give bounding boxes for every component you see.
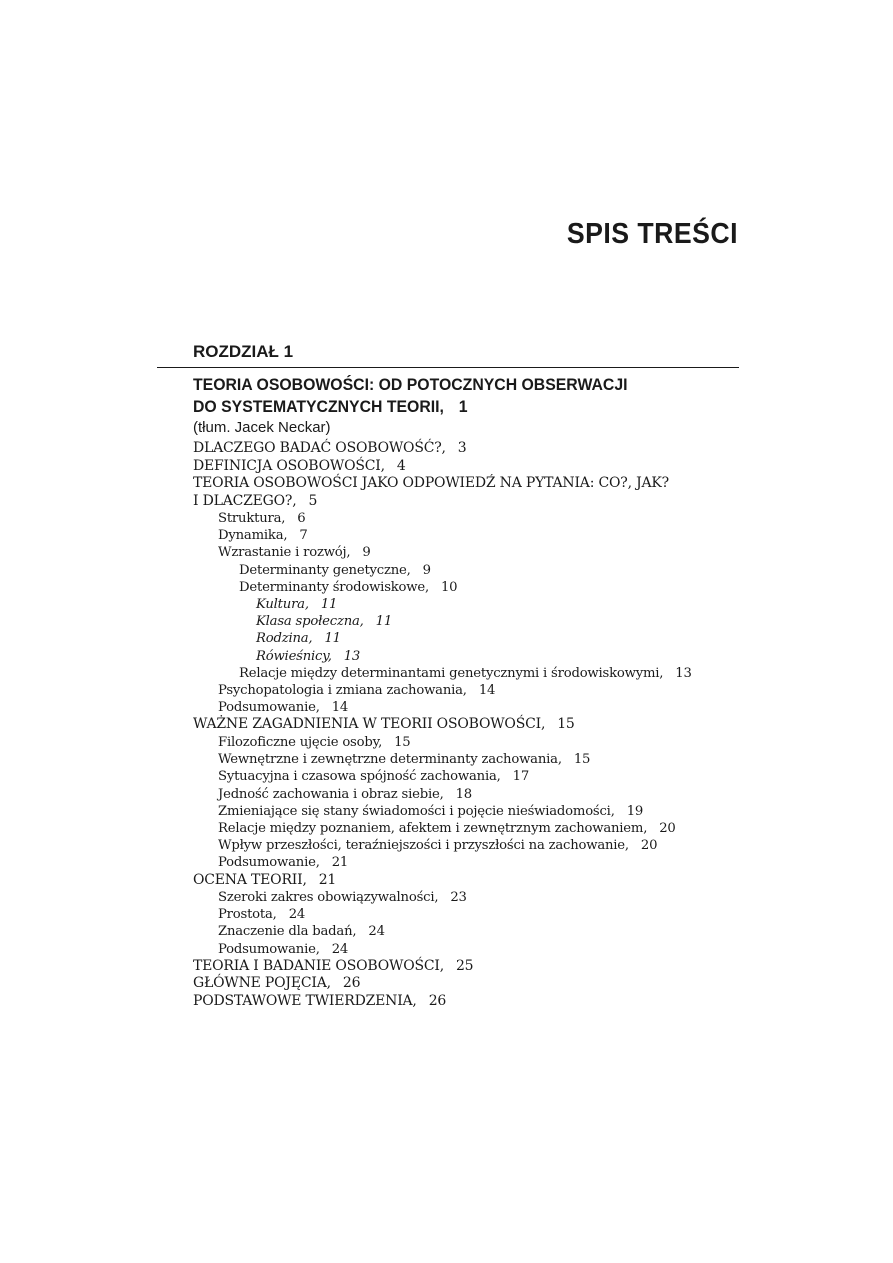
toc-entry-text: Wzrastanie i rozwój, bbox=[218, 545, 351, 561]
toc-entry-page: 19 bbox=[626, 803, 644, 819]
toc-entry-page: 11 bbox=[375, 614, 393, 630]
toc-entry-text: Znaczenie dla badań, bbox=[218, 924, 357, 940]
toc-entry-page: 15 bbox=[557, 716, 575, 733]
toc-entry bbox=[193, 820, 753, 837]
toc-entry-page: 20 bbox=[659, 820, 676, 836]
toc-entry-page: 14 bbox=[478, 683, 496, 699]
toc-entry-text: PODSTAWOWE TWIERDZENIA, bbox=[193, 992, 417, 1009]
toc-entry bbox=[193, 786, 753, 803]
toc-entry-page: 23 bbox=[450, 890, 467, 906]
toc-entry-page: 13 bbox=[343, 648, 361, 664]
toc-entry-page: 21 bbox=[318, 871, 337, 888]
toc-entry-page: 11 bbox=[320, 597, 338, 613]
toc-entry-text: Wpływ przeszłości, teraźniejszości i przyszłości na zachowanie, bbox=[218, 838, 629, 854]
toc-entry-page: 17 bbox=[512, 769, 530, 785]
toc-entry bbox=[193, 854, 753, 871]
toc-entry-page: 3 bbox=[457, 440, 467, 456]
toc-entry-text: DEFINICJA OSOBOWOŚCI, bbox=[193, 457, 385, 474]
chapter-title-line1: TEORIA OSOBOWOŚCI: OD POTOCZNYCH OBSERWACJI bbox=[193, 375, 628, 394]
toc-entry-text: Relacje między poznaniem, afektem i zewnętrznym zachowaniem, bbox=[218, 820, 648, 836]
toc-entry-text: WAŻNE ZAGADNIENIA W TEORII OSOBOWOŚCI, bbox=[193, 716, 546, 733]
toc-entry-page: 24 bbox=[331, 941, 349, 957]
toc-entry-page: 24 bbox=[368, 924, 385, 940]
toc-entry-text: GŁÓWNE POJĘCIA, bbox=[193, 975, 331, 992]
toc-entry-text: Jedność zachowania i obraz siebie, bbox=[218, 786, 444, 802]
toc-entry bbox=[193, 993, 753, 1011]
toc-entry-text: Zmieniające się stany świadomości i pojęcie nieświadomości, bbox=[218, 803, 615, 819]
toc-entry bbox=[193, 493, 753, 511]
toc-entry bbox=[193, 440, 753, 458]
toc-entry bbox=[193, 906, 753, 923]
toc-entry-text: Psychopatologia i zmiana zachowania, bbox=[218, 683, 467, 699]
toc-entry-text: Podsumowanie, bbox=[218, 941, 320, 957]
toc-entry bbox=[193, 768, 753, 785]
toc-entry bbox=[193, 596, 753, 613]
toc-entry bbox=[193, 872, 753, 890]
toc-entry-page: 5 bbox=[308, 492, 318, 509]
toc-entry-text: Wewnętrzne i zewnętrzne determinanty zachowania, bbox=[218, 752, 562, 768]
toc-entry-text: Podsumowanie, bbox=[218, 700, 320, 716]
toc-entry bbox=[193, 665, 753, 682]
toc-entry bbox=[193, 923, 753, 940]
toc-entry bbox=[193, 699, 753, 716]
toc-entry bbox=[193, 613, 753, 630]
chapter-title-page: 1 bbox=[458, 397, 468, 416]
toc-entry bbox=[193, 510, 753, 527]
toc-entry-text: Filozoficzne ujęcie osoby, bbox=[218, 734, 383, 750]
toc-entry bbox=[193, 630, 753, 647]
toc-entry-page: 7 bbox=[299, 528, 308, 544]
toc-entry-page: 18 bbox=[455, 786, 472, 802]
toc-entry bbox=[193, 734, 753, 751]
toc-entry-text: Klasa społeczna, bbox=[256, 614, 364, 630]
toc-entry-page: 25 bbox=[455, 957, 474, 974]
translator-note: (tłum. Jacek Neckar) bbox=[193, 419, 331, 436]
toc-entry-page: 11 bbox=[324, 631, 341, 647]
chapter-title bbox=[193, 374, 628, 418]
toc-entry-text: TEORIA I BADANIE OSOBOWOŚCI, bbox=[193, 957, 444, 974]
toc-entry bbox=[193, 475, 753, 493]
toc-entry-page: 14 bbox=[331, 700, 349, 716]
toc-entry-page: 15 bbox=[573, 752, 591, 768]
toc-entry-text: Relacje między determinantami genetycznymi i środowiskowymi, bbox=[239, 665, 664, 681]
toc-entry-page: 9 bbox=[362, 545, 371, 561]
toc-entry-text: Prostota, bbox=[218, 907, 277, 923]
toc-entry-text: OCENA TEORII, bbox=[193, 871, 307, 888]
toc-entry-page: 21 bbox=[331, 855, 349, 871]
toc-entry-text: Dynamika, bbox=[218, 528, 288, 544]
toc-entry-text: Rodzina, bbox=[256, 631, 313, 647]
toc-entry bbox=[193, 716, 753, 734]
toc-entry-text: Struktura, bbox=[218, 511, 286, 526]
toc-entry-text: Szeroki zakres obowiązywalności, bbox=[218, 890, 439, 906]
toc-entry bbox=[193, 975, 753, 993]
toc-entry-page: 9 bbox=[422, 562, 431, 578]
chapter-title-line2: DO SYSTEMATYCZNYCH TEORII, bbox=[193, 397, 444, 416]
toc-entry-text: Kultura, bbox=[256, 597, 309, 613]
toc-entry-page: 10 bbox=[440, 579, 458, 595]
toc-entry bbox=[193, 941, 753, 958]
toc-list bbox=[193, 440, 753, 1010]
toc-entry-text: I DLACZEGO?, bbox=[193, 492, 297, 509]
toc-entry-text: Sytuacyjna i czasowa spójność zachowania, bbox=[218, 769, 501, 785]
toc-entry bbox=[193, 682, 753, 699]
toc-entry bbox=[193, 958, 753, 976]
toc-entry bbox=[193, 527, 753, 544]
chapter-divider bbox=[157, 367, 739, 368]
toc-entry bbox=[193, 562, 753, 579]
toc-entry-page: 24 bbox=[288, 907, 306, 923]
toc-entry bbox=[193, 648, 753, 665]
page-title: SPIS TREŚCI bbox=[566, 218, 738, 250]
toc-entry-page: 6 bbox=[297, 511, 306, 526]
toc-entry bbox=[193, 544, 753, 561]
toc-entry-page: 26 bbox=[428, 992, 447, 1009]
toc-entry-text: Determinanty genetyczne, bbox=[239, 562, 411, 578]
toc-entry bbox=[193, 458, 753, 476]
toc-entry-text: Podsumowanie, bbox=[218, 855, 320, 871]
toc-entry-text: DLACZEGO BADAĆ OSOBOWOŚĆ?, bbox=[193, 440, 446, 456]
chapter-label: ROZDZIAŁ 1 bbox=[193, 342, 294, 361]
toc-entry-page: 4 bbox=[396, 457, 406, 474]
toc-entry-page: 13 bbox=[675, 665, 692, 681]
toc-entry bbox=[193, 751, 753, 768]
toc-entry-page: 15 bbox=[394, 734, 411, 750]
toc-entry bbox=[193, 837, 753, 854]
toc-entry bbox=[193, 889, 753, 906]
toc-entry bbox=[193, 803, 753, 820]
toc-entry bbox=[193, 579, 753, 596]
toc-entry-text: Determinanty środowiskowe, bbox=[239, 579, 429, 595]
toc-entry-page: 26 bbox=[342, 975, 361, 992]
toc-entry-text: TEORIA OSOBOWOŚCI JAKO ODPOWIEDŹ NA PYTANIA: CO?, JAK? bbox=[193, 475, 669, 491]
toc-entry-text: Rówieśnicy, bbox=[256, 648, 332, 664]
toc-entry-page: 20 bbox=[640, 838, 658, 854]
